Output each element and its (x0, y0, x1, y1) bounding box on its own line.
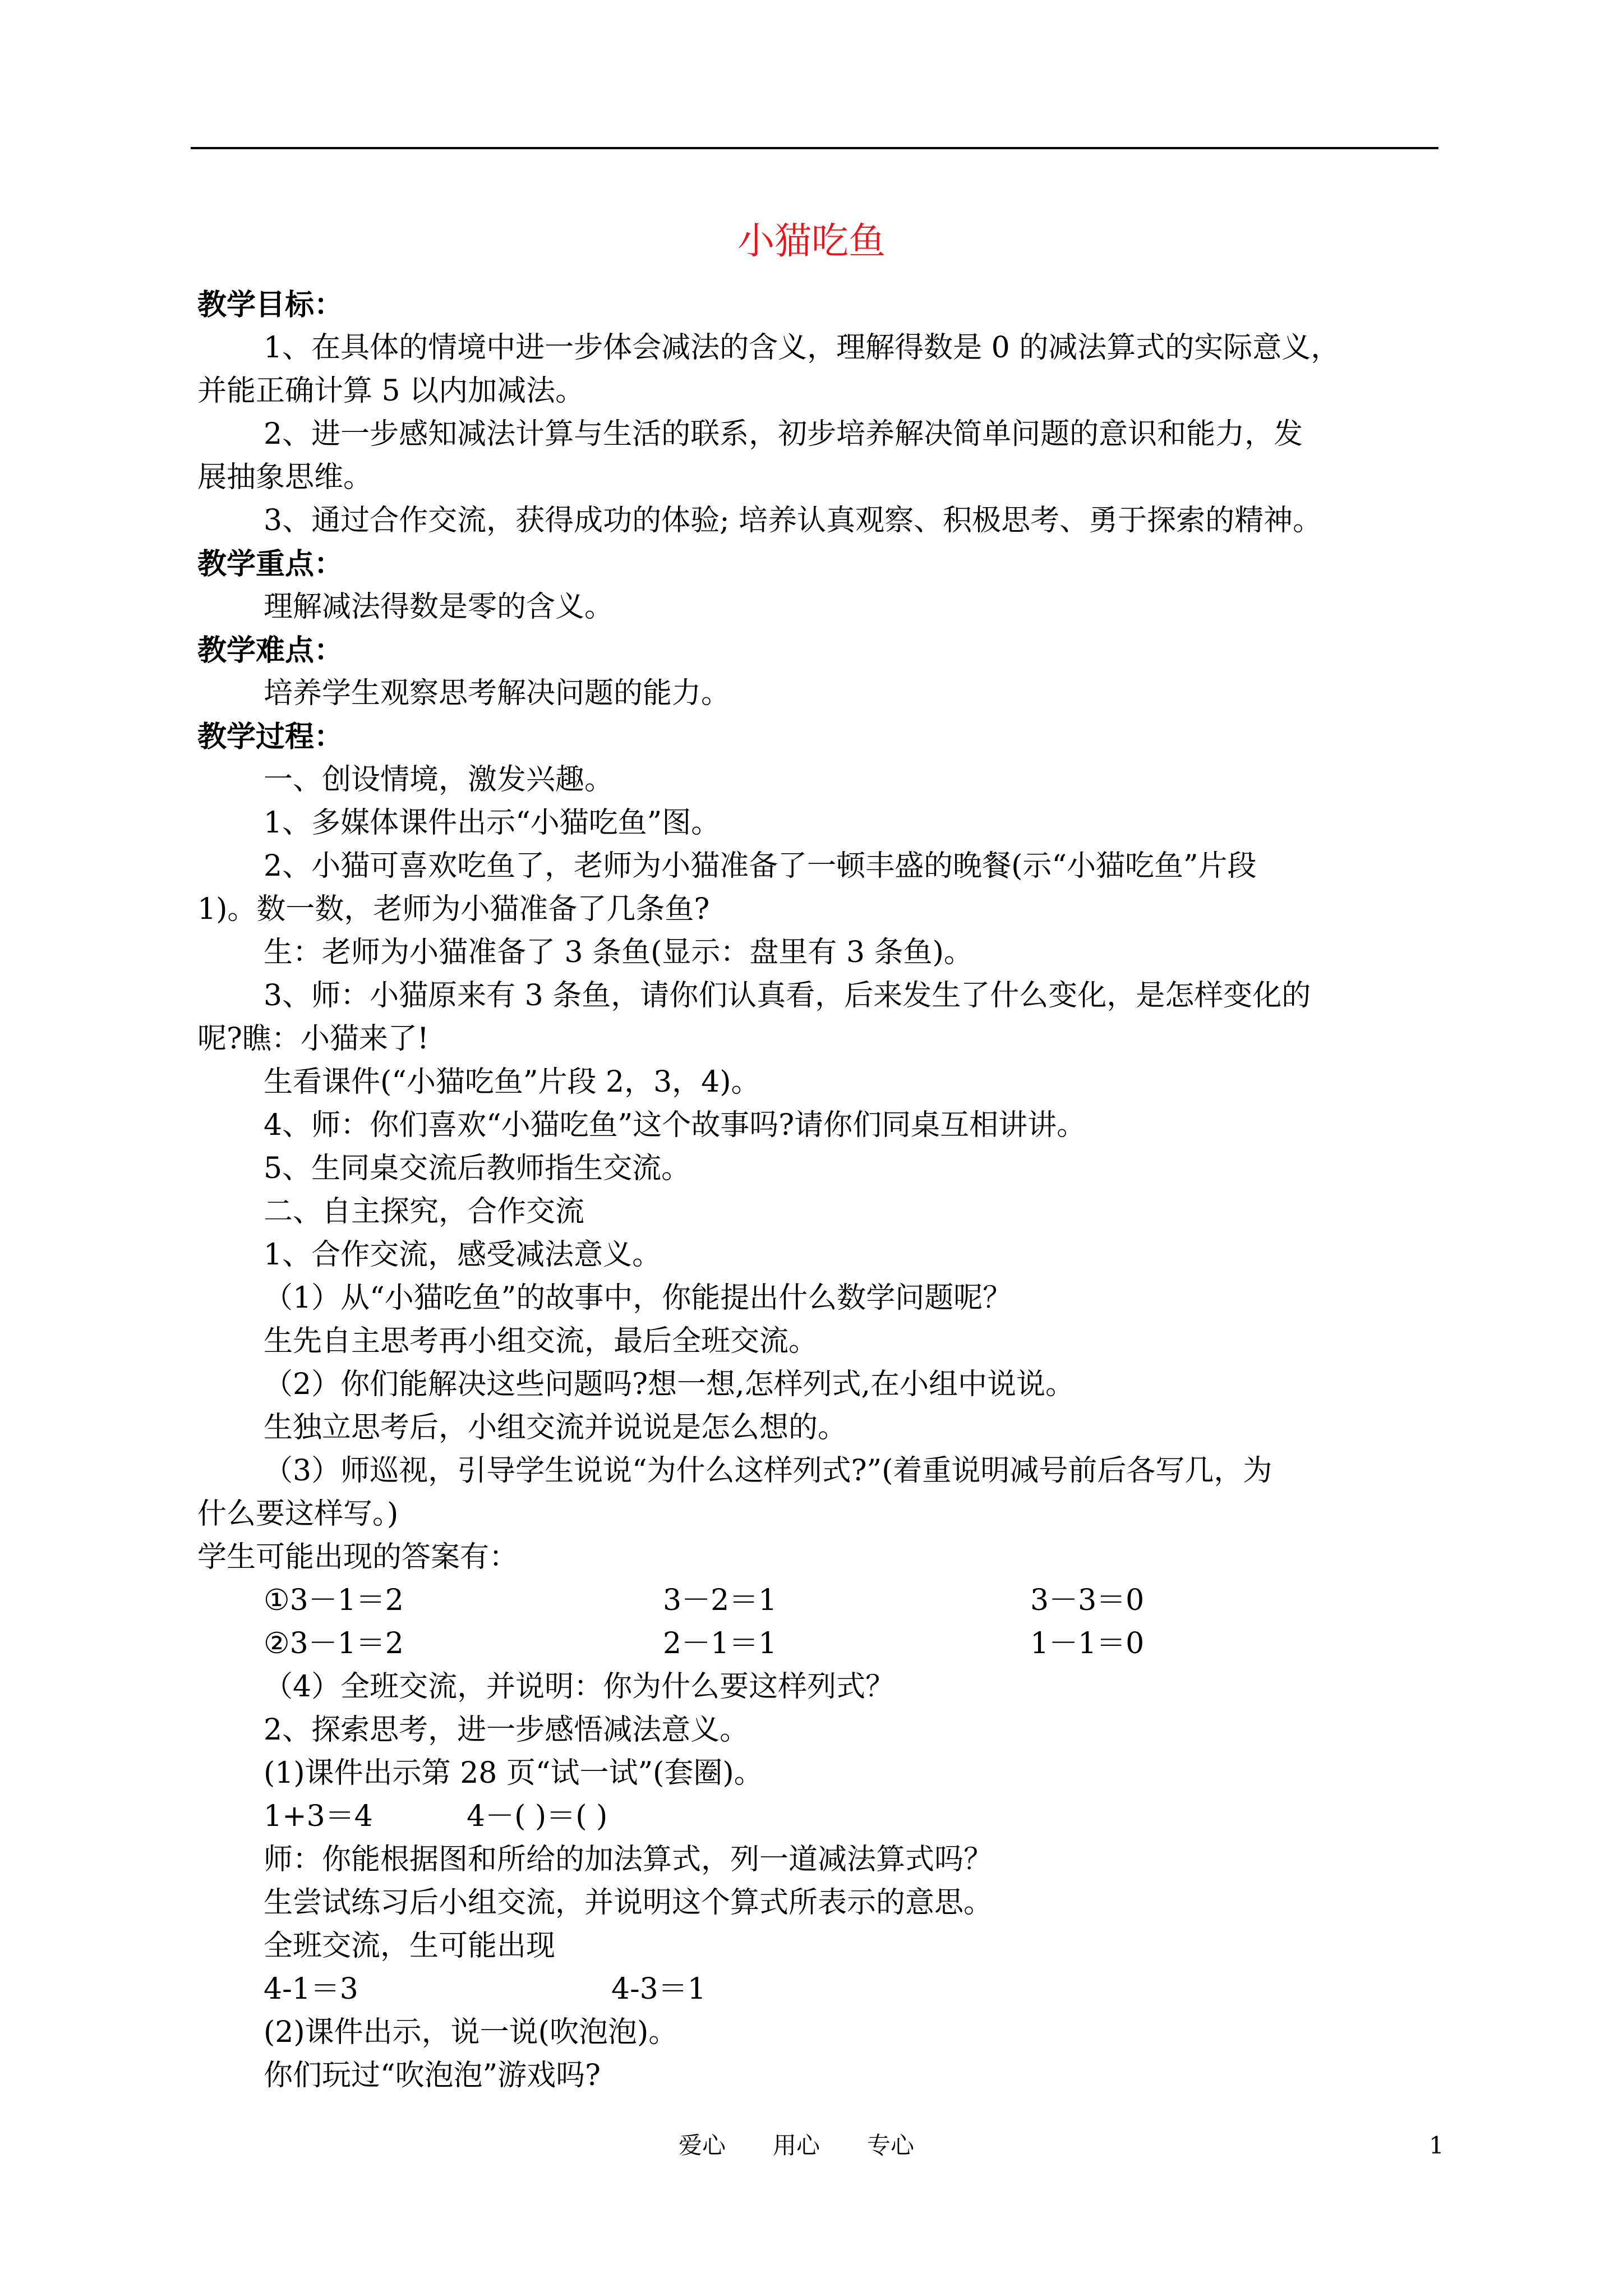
section-heading: 教学难点： (197, 633, 344, 668)
section-heading: 教学过程： (197, 720, 344, 754)
text-line: 师：你能根据图和所给的加法算式，列一道减法算式吗？ (264, 1843, 993, 1876)
text-line: （1）从“小猫吃鱼”的故事中，你能提出什么数学问题呢？ (264, 1281, 1012, 1315)
text-line: （4）全班交流，并说明：你为什么要这样列式？ (264, 1670, 895, 1704)
text-line: 二、自主探究，合作交流 (264, 1195, 585, 1228)
answer-row (197, 1579, 1440, 1622)
text-line: 生独立思考后，小组交流并说说是怎么想的。 (264, 1411, 847, 1444)
text-line: 1、在具体的情境中进一步体会减法的含义，理解得数是 0 的减法算式的实际意义， (264, 331, 1340, 365)
text-line: 全班交流，生可能出现 (264, 1929, 556, 1963)
text-line: （3）师巡视，引导学生说说“为什么这样列式?”(着重说明减号前后各写几，为 (264, 1454, 1272, 1488)
text-line: 并能正确计算 5 以内加减法。 (197, 374, 585, 408)
text-line: 2、进一步感知减法计算与生活的联系，初步培养解决简单问题的意识和能力，发 (264, 417, 1303, 451)
text-line: 1、多媒体课件出示“小猫吃鱼”图。 (264, 806, 721, 840)
text-line: 2、小猫可喜欢吃鱼了，老师为小猫准备了一顿丰盛的晚餐(示“小猫吃鱼”片段 (264, 849, 1257, 883)
document-body (197, 283, 1440, 2097)
text-line: 生：老师为小猫准备了 3 条鱼(显示：盘里有 3 条鱼)。 (264, 936, 973, 969)
text-line: （2）你们能解决这些问题吗?想一想,怎样列式,在小组中说说。 (264, 1368, 1075, 1401)
header-rule (191, 147, 1438, 149)
text-line: 3、师：小猫原来有 3 条鱼，请你们认真看，后来发生了什么变化，是怎样变化的 (264, 979, 1311, 1013)
answer-equation: 1－1＝0 (1030, 1627, 1145, 1660)
footer-page-number: 1 (1429, 2132, 1444, 2159)
section-heading: 教学重点： (197, 547, 344, 581)
answer-equation: ②3－1＝2 (264, 1627, 404, 1660)
text-line: 你们玩过“吹泡泡”游戏吗? (264, 2059, 601, 2092)
text-line: 什么要这样写。) (197, 1497, 399, 1531)
equation-right: 4－( )＝( ) (467, 1800, 608, 1833)
text-line: 呢?瞧：小猫来了! (197, 1022, 429, 1056)
answer-equation: 3－2＝1 (663, 1584, 777, 1617)
text-line: 培养学生观察思考解决问题的能力。 (264, 677, 731, 710)
text-line: 学生可能出现的答案有： (197, 1540, 519, 1574)
text-line: 2、探索思考，进一步感悟减法意义。 (264, 1713, 749, 1747)
result-right: 4-3＝1 (611, 1972, 706, 2006)
text-line: 一、创设情境，激发兴趣。 (264, 763, 614, 797)
answer-equation: 3－3＝0 (1030, 1584, 1145, 1617)
text-line: 5、生同桌交流后教师指生交流。 (264, 1152, 691, 1185)
text-line: 展抽象思维。 (197, 461, 373, 494)
text-line: 生看课件(“小猫吃鱼”片段 2，3，4)。 (264, 1065, 760, 1099)
result-left: 4-1＝3 (264, 1972, 358, 2006)
footer-motto: 爱心 用心 专心 (679, 2132, 915, 2159)
text-line: 理解减法得数是零的含义。 (264, 590, 614, 624)
text-line: 生先自主思考再小组交流，最后全班交流。 (264, 1324, 818, 1358)
text-line: 3、通过合作交流，获得成功的体验; 培养认真观察、积极思考、勇于探索的精神。 (264, 504, 1322, 537)
text-line: (2)课件出示，说一说(吹泡泡)。 (264, 2016, 678, 2049)
answer-equation: ①3－1＝2 (264, 1584, 404, 1617)
equation-row (197, 1795, 1440, 1838)
equation-left: 1+3＝4 (264, 1800, 373, 1833)
text-line: 4、师：你们喜欢“小猫吃鱼”这个故事吗?请你们同桌互相讲讲。 (264, 1108, 1086, 1142)
result-row (197, 1968, 1440, 2011)
answer-row (197, 1622, 1440, 1665)
text-line: 1、合作交流，感受减法意义。 (264, 1238, 662, 1272)
document-title: 小猫吃鱼 (737, 219, 886, 263)
text-line: 1)。数一数，老师为小猫准备了几条鱼? (197, 892, 710, 926)
answer-equation: 2－1＝1 (663, 1627, 777, 1660)
text-line: 生尝试练习后小组交流，并说明这个算式所表示的意思。 (264, 1886, 993, 1920)
section-heading: 教学目标： (197, 288, 344, 322)
text-line: (1)课件出示第 28 页“试一试”(套圈)。 (264, 1756, 763, 1790)
